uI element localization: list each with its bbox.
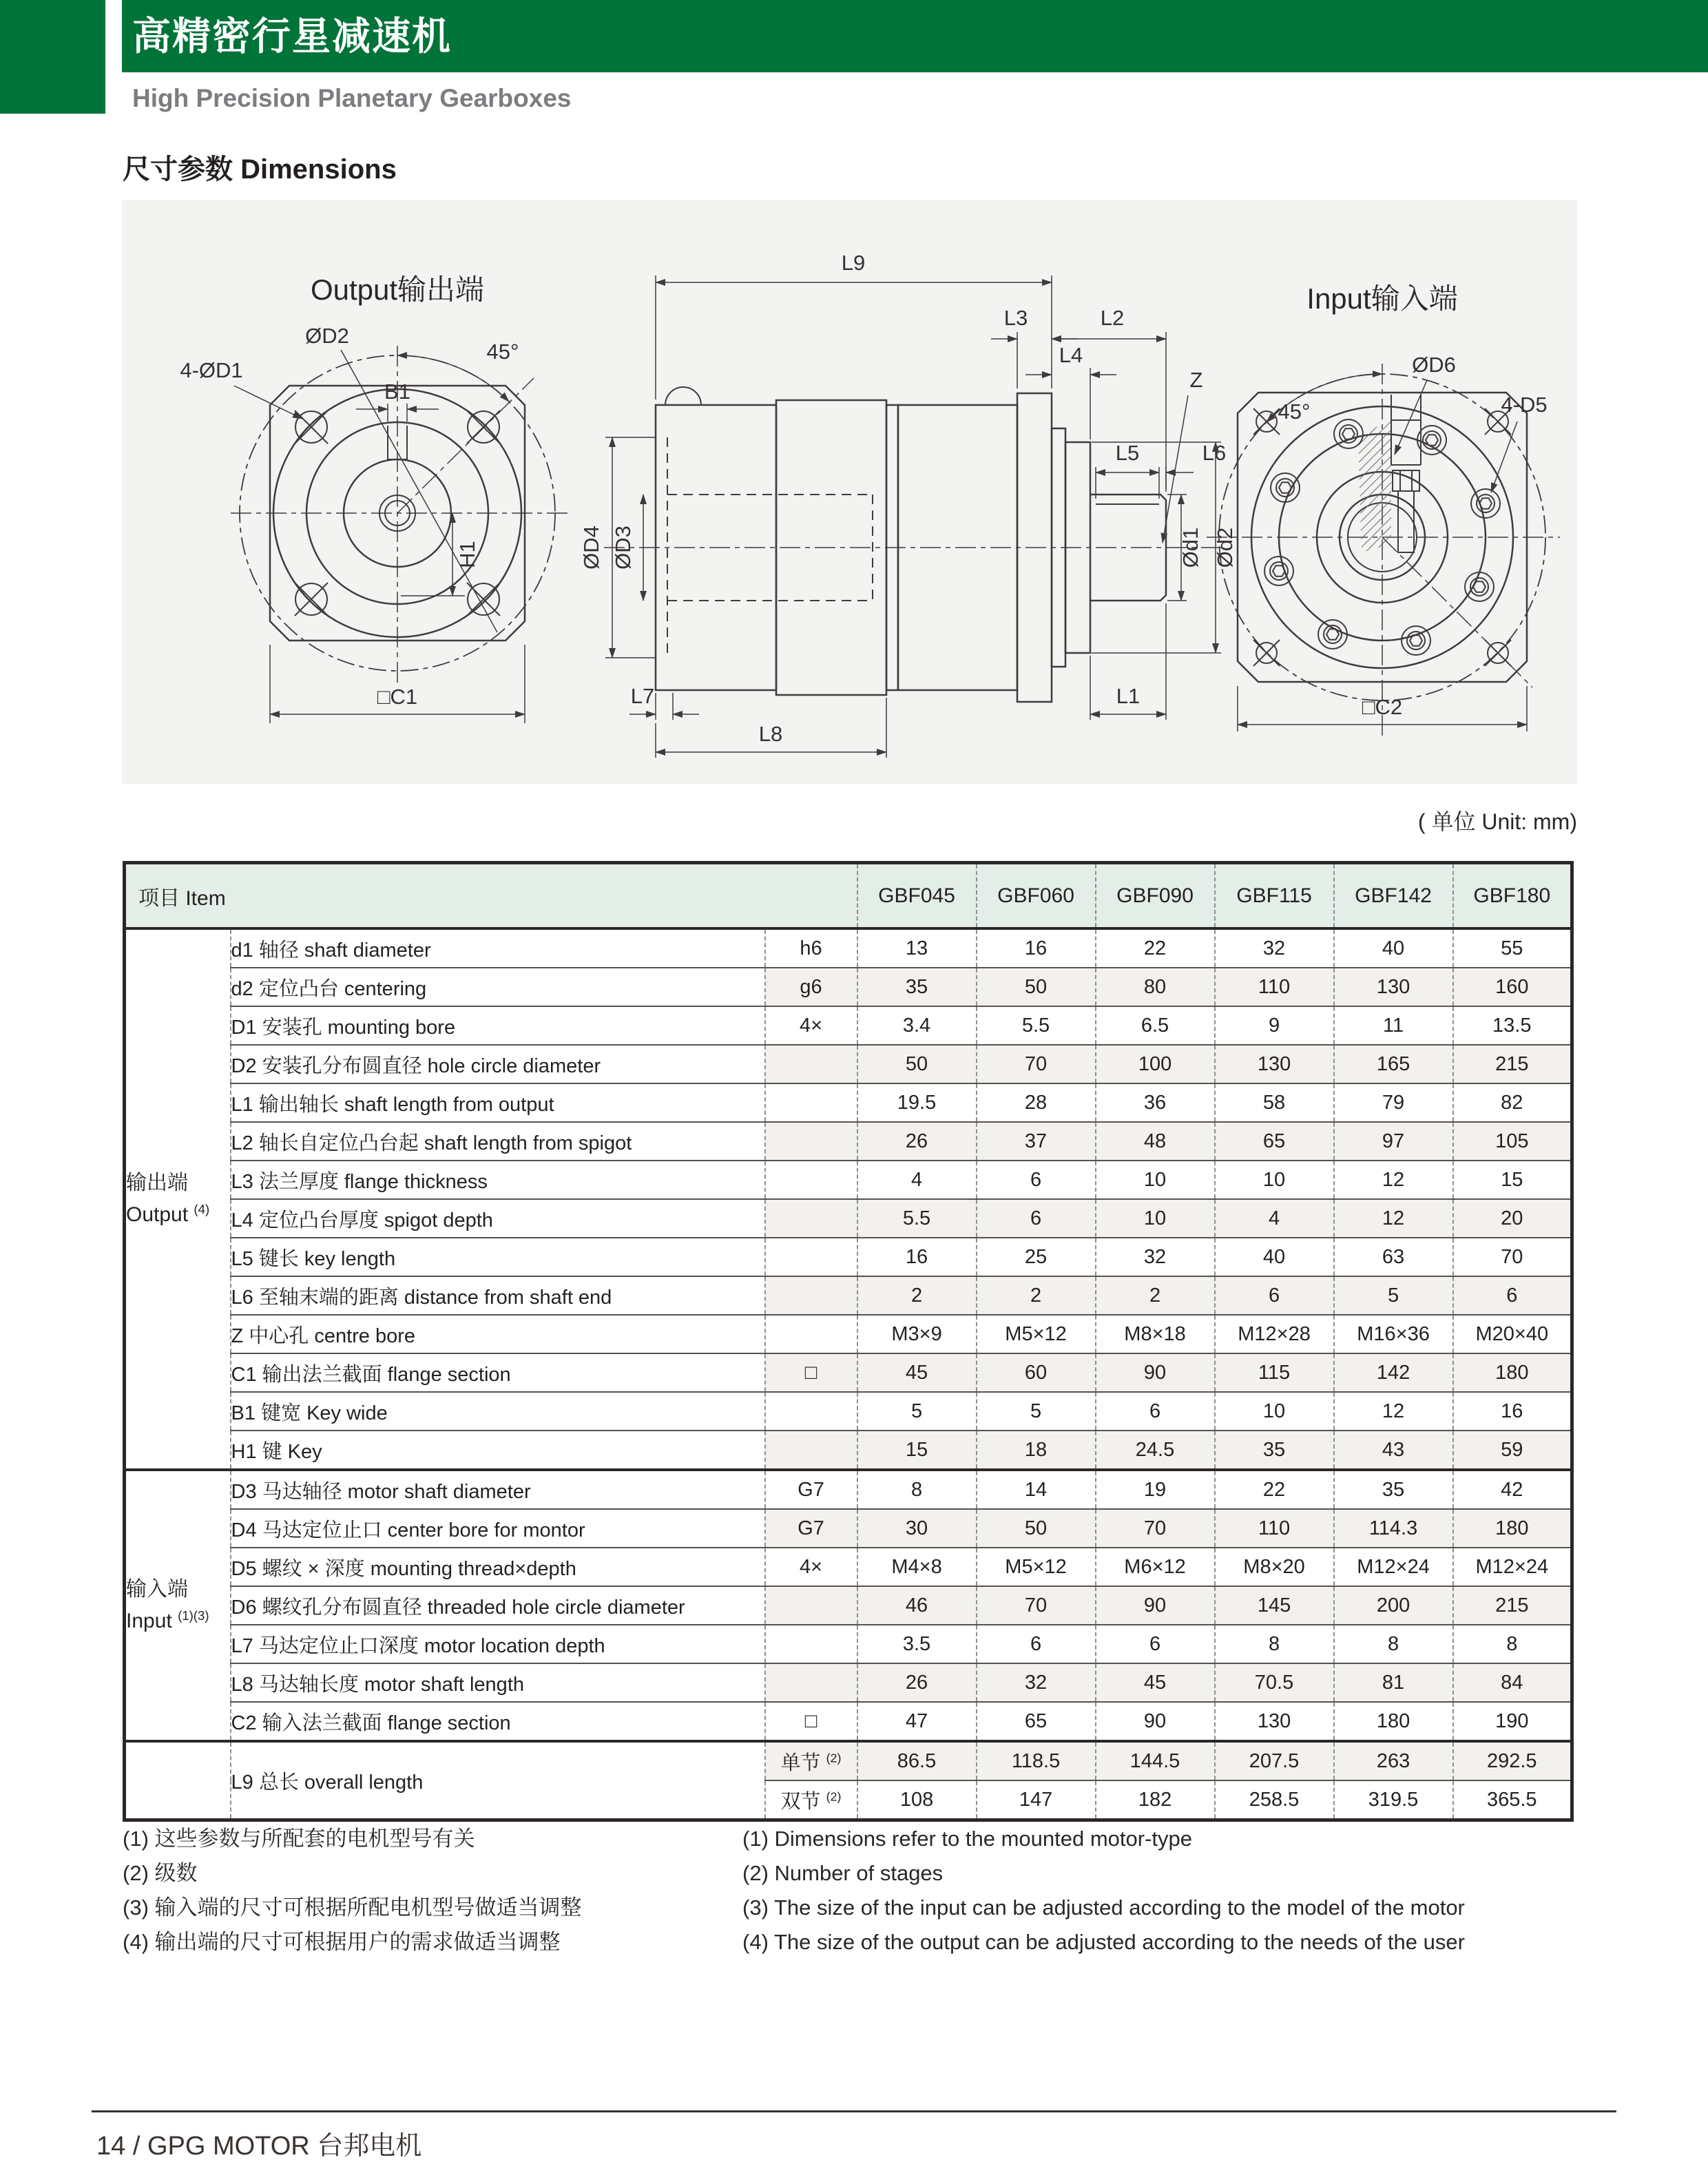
page-title: 高精密行星减速机 (132, 14, 452, 58)
dim-label-od2-shaft: Ød2 (1213, 527, 1237, 568)
column-header-gbf045: GBF045 (857, 863, 977, 929)
value-cell: 28 (977, 1083, 1096, 1122)
value-cell: 2 (977, 1276, 1096, 1315)
row-label: Z 中心孔 centre bore (231, 1315, 765, 1353)
dim-label-od3: ØD3 (611, 526, 635, 570)
value-cell: 35 (1334, 1470, 1453, 1509)
value-cell: 26 (857, 1663, 977, 1702)
value-cell: M16×36 (1334, 1315, 1453, 1353)
value-cell: 16 (857, 1238, 977, 1276)
value-cell: 10 (1215, 1161, 1334, 1199)
value-cell: 14 (977, 1470, 1096, 1509)
value-cell: 182 (1096, 1780, 1215, 1820)
dim-label-h1: H1 (455, 541, 479, 568)
table-header-row (125, 863, 1572, 929)
dim-label-45deg-output: 45° (486, 340, 519, 364)
value-cell: 11 (1334, 1006, 1453, 1045)
table-row (125, 1122, 1572, 1161)
value-cell: 215 (1453, 1045, 1572, 1083)
value-cell: 32 (977, 1663, 1096, 1702)
hatched-section (1358, 419, 1391, 552)
value-cell: 263 (1334, 1741, 1453, 1780)
dim-label-c1: □C1 (377, 685, 418, 709)
value-cell: 10 (1096, 1161, 1215, 1199)
value-cell: 10 (1096, 1199, 1215, 1238)
group-cell: 输出端 Output $^{(4)}$ (126, 1172, 210, 1226)
tolerance-cell (765, 1238, 857, 1276)
dim-label-l5: L5 (1115, 441, 1140, 465)
table-row (125, 1353, 1572, 1392)
row-label: L4 定位凸台厚度 spigot depth (231, 1199, 765, 1238)
value-cell: 22 (1096, 928, 1215, 968)
row-label: D6 螺纹孔分布圆直径 threaded hole circle diameter (231, 1586, 765, 1625)
column-header-gbf180: GBF180 (1453, 863, 1572, 929)
value-cell: 70 (1096, 1509, 1215, 1548)
table-row (125, 1625, 1572, 1663)
dim-label-45deg-input: 45° (1278, 399, 1311, 424)
table-row (125, 1741, 1572, 1780)
dim-label-l1: L1 (1116, 684, 1141, 708)
value-cell: 6.5 (1096, 1006, 1215, 1045)
row-label: D4 马达定位止口 center bore for montor (231, 1509, 765, 1548)
value-cell: 165 (1334, 1045, 1453, 1083)
value-cell: 22 (1215, 1470, 1334, 1509)
value-cell: 15 (1453, 1161, 1572, 1199)
section-view-drawing (579, 251, 1237, 758)
value-cell: 6 (977, 1625, 1096, 1663)
tolerance-cell (765, 1199, 857, 1238)
dim-label-c2: □C2 (1362, 695, 1403, 719)
group-cell: 输入端 Input $^{(1)(3)}$ (125, 1470, 231, 1741)
tolerance-cell: h6 (765, 928, 857, 968)
value-cell: 160 (1453, 968, 1572, 1006)
value-cell: 319.5 (1334, 1780, 1453, 1820)
value-cell: 4 (857, 1161, 977, 1199)
value-cell: 40 (1215, 1238, 1334, 1276)
section-title: 尺寸参数 Dimensions (123, 154, 397, 185)
value-cell: 82 (1453, 1083, 1572, 1122)
dim-label-od4: ØD4 (579, 526, 603, 570)
group-cell (125, 1741, 231, 1820)
value-cell: 6 (1453, 1276, 1572, 1315)
footnote-cn-2: (2) 级数 (123, 1861, 198, 1885)
value-cell: 90 (1096, 1702, 1215, 1741)
value-cell: 37 (977, 1122, 1096, 1161)
value-cell: 35 (857, 968, 977, 1006)
value-cell: 258.5 (1215, 1780, 1334, 1820)
value-cell: 35 (1215, 1431, 1334, 1470)
dim-label-l9: L9 (841, 251, 866, 275)
input-view-drawing (1207, 282, 1560, 736)
value-cell: 45 (857, 1353, 977, 1392)
value-cell: 207.5 (1215, 1741, 1334, 1780)
row-label: D3 马达轴径 motor shaft diameter (231, 1470, 765, 1509)
value-cell: 65 (1215, 1122, 1334, 1161)
value-cell: 4 (1215, 1199, 1334, 1238)
table-row (125, 1083, 1572, 1122)
value-cell: 110 (1215, 1509, 1334, 1548)
table-row (125, 1045, 1572, 1083)
value-cell: 97 (1334, 1122, 1453, 1161)
value-cell: 84 (1453, 1663, 1572, 1702)
tolerance-cell: G7 (765, 1470, 857, 1509)
footnote-en-1: (1) Dimensions refer to the mounted motor-type (742, 1827, 1192, 1851)
value-cell: 292.5 (1453, 1741, 1572, 1780)
tolerance-cell (765, 1392, 857, 1431)
dim-label-4od1: 4-ØD1 (180, 358, 243, 382)
value-cell: 50 (977, 1509, 1096, 1548)
brand-green-strip (0, 0, 105, 114)
tolerance-cell (765, 1315, 857, 1353)
value-cell: 70 (977, 1045, 1096, 1083)
table-row (125, 1509, 1572, 1548)
value-cell: 55 (1453, 928, 1572, 968)
tolerance-cell: G7 (765, 1509, 857, 1548)
value-cell: 24.5 (1096, 1431, 1215, 1470)
value-cell: 114.3 (1334, 1509, 1453, 1548)
dim-label-z: Z (1189, 368, 1203, 392)
value-cell: 6 (1215, 1276, 1334, 1315)
value-cell: 20 (1453, 1199, 1572, 1238)
value-cell: 5 (1334, 1276, 1453, 1315)
technical-drawing (122, 200, 1577, 784)
table-row (125, 1238, 1572, 1276)
value-cell: 100 (1096, 1045, 1215, 1083)
table-row (125, 1663, 1572, 1702)
tolerance-cell: 单节 $^{(2)}$ (765, 1741, 857, 1780)
value-cell: 19 (1096, 1470, 1215, 1509)
value-cell: 144.5 (1096, 1741, 1215, 1780)
value-cell: 60 (977, 1353, 1096, 1392)
page-subtitle: High Precision Planetary Gearboxes (132, 84, 572, 112)
value-cell: 18 (977, 1431, 1096, 1470)
output-view-drawing (180, 273, 568, 723)
column-header-gbf142: GBF142 (1334, 863, 1453, 929)
value-cell: M5×12 (977, 1315, 1096, 1353)
tolerance-cell (765, 1045, 857, 1083)
value-cell: 118.5 (977, 1741, 1096, 1780)
value-cell: 81 (1334, 1663, 1453, 1702)
value-cell: M8×18 (1096, 1315, 1215, 1353)
tolerance-cell: g6 (765, 968, 857, 1006)
value-cell: 145 (1215, 1586, 1334, 1625)
footnotes-english (742, 1822, 1465, 1960)
value-cell: 5.5 (857, 1199, 977, 1238)
value-cell: 10 (1215, 1392, 1334, 1431)
value-cell: M3×9 (857, 1315, 977, 1353)
tolerance-cell (765, 1625, 857, 1663)
footer-divider (92, 2110, 1616, 2112)
value-cell: 130 (1334, 968, 1453, 1006)
tolerance-cell (765, 1431, 857, 1470)
dim-label-4d5: 4-D5 (1501, 393, 1548, 417)
value-cell: M5×12 (977, 1548, 1096, 1586)
value-cell: 365.5 (1453, 1780, 1572, 1820)
table-row (125, 1431, 1572, 1470)
value-cell: 12 (1334, 1199, 1453, 1238)
item-header: 项目 Item (125, 863, 857, 929)
value-cell: 70 (1453, 1238, 1572, 1276)
value-cell: 13.5 (1453, 1006, 1572, 1045)
value-cell: 40 (1334, 928, 1453, 968)
value-cell: 6 (977, 1199, 1096, 1238)
value-cell: 9 (1215, 1006, 1334, 1045)
row-label: H1 键 Key (231, 1431, 765, 1470)
tolerance-cell (765, 1161, 857, 1199)
table-row (125, 1199, 1572, 1238)
value-cell: 105 (1453, 1122, 1572, 1161)
value-cell: 26 (857, 1122, 977, 1161)
table-row (125, 1548, 1572, 1586)
row-label: L5 键长 key length (231, 1238, 765, 1276)
value-cell: 2 (1096, 1276, 1215, 1315)
footnotes-chinese (123, 1822, 582, 1960)
row-label: C2 输入法兰截面 flange section (231, 1702, 765, 1741)
value-cell: 32 (1215, 928, 1334, 968)
value-cell: 8 (1215, 1625, 1334, 1663)
table-body (125, 928, 1572, 1820)
value-cell: 5.5 (977, 1006, 1096, 1045)
tolerance-cell (765, 1083, 857, 1122)
row-label: L9 总长 overall length (231, 1741, 765, 1820)
dim-label-l7: L7 (630, 684, 655, 708)
row-label: B1 键宽 Key wide (231, 1392, 765, 1431)
dim-label-l2: L2 (1100, 306, 1125, 330)
dimensions-table (123, 861, 1574, 1822)
tolerance-cell: 4× (765, 1548, 857, 1586)
value-cell: M12×24 (1334, 1548, 1453, 1586)
value-cell: 13 (857, 928, 977, 968)
dim-label-od1-shaft: Ød1 (1178, 527, 1202, 568)
table-row (125, 1006, 1572, 1045)
footnote-en-2: (2) Number of stages (742, 1861, 944, 1885)
row-label: D2 安装孔分布圆直径 hole circle diameter (231, 1045, 765, 1083)
table-row (125, 1315, 1572, 1353)
value-cell: 115 (1215, 1353, 1334, 1392)
dim-label-l8: L8 (758, 722, 783, 746)
value-cell: 142 (1334, 1353, 1453, 1392)
dim-label-b1: B1 (384, 380, 410, 404)
dim-label-l4: L4 (1059, 343, 1083, 367)
value-cell: 3.4 (857, 1006, 977, 1045)
value-cell: 6 (1096, 1625, 1215, 1663)
value-cell: 147 (977, 1780, 1096, 1820)
dimensions-drawing-panel (122, 200, 1577, 784)
value-cell: 15 (857, 1431, 977, 1470)
row-label: d1 轴径 shaft diameter (231, 928, 765, 968)
value-cell: 58 (1215, 1083, 1334, 1122)
tolerance-cell (765, 1663, 857, 1702)
value-cell: 12 (1334, 1392, 1453, 1431)
table-row (125, 1161, 1572, 1199)
tolerance-cell (765, 1586, 857, 1625)
value-cell: 5 (977, 1392, 1096, 1431)
table-row (125, 1276, 1572, 1315)
footnote-cn-4: (4) 输出端的尺寸可根据用户的需求做适当调整 (123, 1930, 561, 1954)
value-cell: 86.5 (857, 1741, 977, 1780)
column-header-gbf060: GBF060 (977, 863, 1096, 929)
column-header-gbf090: GBF090 (1096, 863, 1215, 929)
value-cell: 3.5 (857, 1625, 977, 1663)
footnote-cn-3: (3) 输入端的尺寸可根据所配电机型号做适当调整 (123, 1895, 582, 1920)
row-label: D5 螺纹 × 深度 mounting thread×depth (231, 1548, 765, 1586)
value-cell: 190 (1453, 1702, 1572, 1741)
value-cell: 43 (1334, 1431, 1453, 1470)
value-cell: 180 (1453, 1509, 1572, 1548)
row-label: L3 法兰厚度 flange thickness (231, 1161, 765, 1199)
input-view-title: Input输入端 (1306, 282, 1458, 315)
table-row (125, 1702, 1572, 1741)
unit-note: ( 单位 Unit: mm) (1417, 809, 1577, 834)
value-cell: M12×28 (1215, 1315, 1334, 1353)
row-label: L1 输出轴长 shaft length from output (231, 1083, 765, 1122)
value-cell: 63 (1334, 1238, 1453, 1276)
value-cell: 108 (857, 1780, 977, 1820)
value-cell: 5 (857, 1392, 977, 1431)
row-label: L7 马达定位止口深度 motor location depth (231, 1625, 765, 1663)
value-cell: 19.5 (857, 1083, 977, 1122)
table-row (125, 1586, 1572, 1625)
row-label: L8 马达轴长度 motor shaft length (231, 1663, 765, 1702)
value-cell: 70.5 (1215, 1663, 1334, 1702)
table-row (125, 928, 1572, 968)
value-cell: M8×20 (1215, 1548, 1334, 1586)
value-cell: M12×24 (1453, 1548, 1572, 1586)
value-cell: M6×12 (1096, 1548, 1215, 1586)
value-cell: 180 (1334, 1702, 1453, 1741)
dim-label-l6: L6 (1202, 441, 1227, 465)
value-cell: 2 (857, 1276, 977, 1315)
footer-page-label: 14 / GPG MOTOR 台邦电机 (96, 2132, 422, 2161)
value-cell: 46 (857, 1586, 977, 1625)
tolerance-cell (765, 1276, 857, 1315)
table-row (125, 1392, 1572, 1431)
row-label: d2 定位凸台 centering (231, 968, 765, 1006)
value-cell: 30 (857, 1509, 977, 1548)
value-cell: 79 (1334, 1083, 1453, 1122)
value-cell: 6 (977, 1161, 1096, 1199)
value-cell: M4×8 (857, 1548, 977, 1586)
value-cell: 8 (1334, 1625, 1453, 1663)
tolerance-cell (765, 1122, 857, 1161)
tolerance-cell: 双节 $^{(2)}$ (765, 1780, 857, 1820)
value-cell: 6 (1096, 1392, 1215, 1431)
value-cell: 45 (1096, 1663, 1215, 1702)
value-cell: 65 (977, 1702, 1096, 1741)
value-cell: 47 (857, 1702, 977, 1741)
value-cell: 90 (1096, 1586, 1215, 1625)
column-header-gbf115: GBF115 (1215, 863, 1334, 929)
value-cell: 50 (857, 1045, 977, 1083)
footnote-en-4: (4) The size of the output can be adjusted according to the needs of the user (742, 1930, 1465, 1954)
table-row (125, 968, 1572, 1006)
tolerance-cell: □ (765, 1702, 857, 1741)
tolerance-cell: 4× (765, 1006, 857, 1045)
dim-label-od2: ØD2 (305, 324, 349, 348)
value-cell: 70 (977, 1586, 1096, 1625)
value-cell: 32 (1096, 1238, 1215, 1276)
row-label: L6 至轴末端的距离 distance from shaft end (231, 1276, 765, 1315)
value-cell: 90 (1096, 1353, 1215, 1392)
value-cell: 48 (1096, 1122, 1215, 1161)
value-cell: 36 (1096, 1083, 1215, 1122)
value-cell: M20×40 (1453, 1315, 1572, 1353)
output-view-title: Output输出端 (310, 273, 485, 306)
value-cell: 8 (857, 1470, 977, 1509)
row-label: L2 轴长自定位凸台起 shaft length from spigot (231, 1122, 765, 1161)
dim-label-l3: L3 (1003, 306, 1028, 330)
value-cell: 16 (1453, 1392, 1572, 1431)
page-header-bar (122, 0, 1708, 72)
row-label: D1 安装孔 mounting bore (231, 1006, 765, 1045)
value-cell: 80 (1096, 968, 1215, 1006)
value-cell: 16 (977, 928, 1096, 968)
value-cell: 50 (977, 968, 1096, 1006)
row-label: C1 输出法兰截面 flange section (231, 1353, 765, 1392)
value-cell: 42 (1453, 1470, 1572, 1509)
value-cell: 130 (1215, 1045, 1334, 1083)
value-cell: 8 (1453, 1625, 1572, 1663)
footnote-cn-1: (1) 这些参数与所配套的电机型号有关 (123, 1827, 475, 1851)
value-cell: 12 (1334, 1161, 1453, 1199)
footnote-en-3: (3) The size of the input can be adjusted according to the model of the motor (742, 1895, 1465, 1920)
dim-label-od6: ØD6 (1412, 353, 1456, 377)
value-cell: 130 (1215, 1702, 1334, 1741)
value-cell: 25 (977, 1238, 1096, 1276)
value-cell: 110 (1215, 968, 1334, 1006)
table-row (125, 1470, 1572, 1509)
value-cell: 180 (1453, 1353, 1572, 1392)
value-cell: 59 (1453, 1431, 1572, 1470)
value-cell: 215 (1453, 1586, 1572, 1625)
tolerance-cell: □ (765, 1353, 857, 1392)
value-cell: 200 (1334, 1586, 1453, 1625)
